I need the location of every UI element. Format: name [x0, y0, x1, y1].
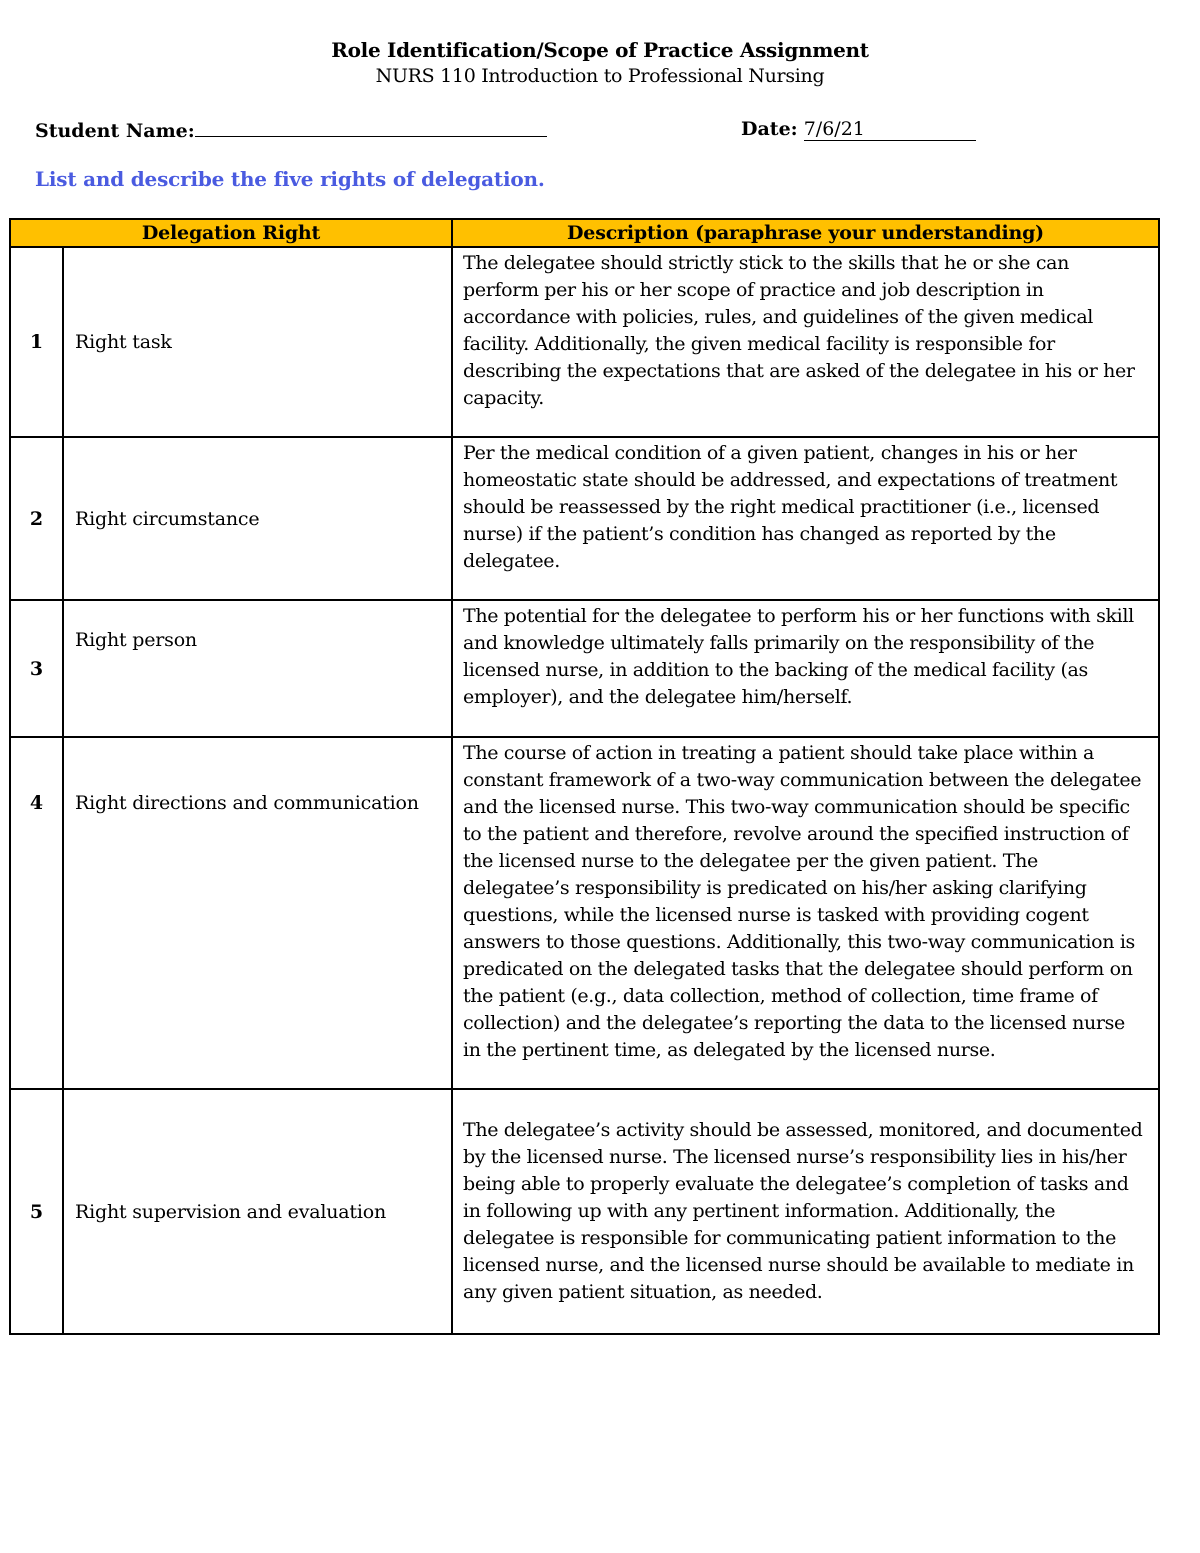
- instruction-text: List and describe the five rights of delegation.: [35, 167, 545, 191]
- student-name-label: Student Name:: [35, 120, 195, 142]
- table-row: [10, 247, 1159, 437]
- course-subtitle: NURS 110 Introduction to Professional Nursing: [375, 65, 825, 87]
- delegation-right-name: Right directions and communication: [63, 737, 452, 1089]
- table-row: [10, 600, 1159, 737]
- delegation-right-name: Right task: [63, 247, 452, 437]
- document-title: Role Identification/Scope of Practice Assignment: [331, 38, 869, 62]
- delegation-rights-table: [9, 218, 1160, 1335]
- delegation-right-description: The course of action in treating a patient should take place within a constant framework of a two-way communication between the delegatee and the licensed nurse. This two-way communication should be specific to the patient and therefore, revolve around the specified instruction of the licensed nurse to the delegatee per the given patient. The delegatee’s responsibility is predicated on his/her asking clarifying questions, while the licensed nurse is tasked with providing cogent answers to those questions. Additionally, this two-way communication is predicated on the delegated tasks that the delegatee should perform on the patient (e.g., data collection, method of collection, time frame of collection) and the delegatee’s reporting the data to the licensed nurse in the pertinent time, as delegated by the licensed nurse.: [452, 737, 1159, 1089]
- delegation-right-description: The delegatee should strictly stick to the skills that he or she can perform per his or her scope of practice and job description in accordance with policies, rules, and guidelines of the given medical facility. Additionally, the given medical facility is responsible for describing the expectations that are asked of the delegatee in his or her capacity.: [452, 247, 1159, 437]
- delegation-right-description: Per the medical condition of a given patient, changes in his or her homeostatic state should be addressed, and expectations of treatment should be reassessed by the right medical practitioner (i.e., licensed nurse) if the patient’s condition has changed as reported by the delegatee.: [452, 437, 1159, 600]
- table-row: [10, 437, 1159, 600]
- delegation-right-name: Right person: [63, 600, 452, 737]
- table-header-row: [10, 219, 1159, 247]
- table-row: [10, 1089, 1159, 1334]
- delegation-right-name: Right circumstance: [63, 437, 452, 600]
- table-row: [10, 737, 1159, 1089]
- header-delegation-right: Delegation Right: [10, 219, 452, 247]
- delegation-right-description: The potential for the delegatee to perform his or her functions with skill and knowledge ultimately falls primarily on the responsibility of the licensed nurse, in addition to the backing of the medical facility (as employer), and the delegatee him/herself.: [452, 600, 1159, 737]
- student-name-field: [35, 118, 547, 142]
- delegation-right-description: The delegatee’s activity should be assessed, monitored, and documented by the licensed nurse. The licensed nurse’s responsibility lies in his/her being able to properly evaluate the delegatee’s completion of tasks and in following up with any pertinent information. Additionally, the delegatee is responsible for communicating patient information to the licensed nurse, and the licensed nurse should be available to mediate in any given patient situation, as needed.: [452, 1089, 1159, 1334]
- row-number: 4: [10, 737, 63, 1089]
- delegation-right-name: Right supervision and evaluation: [63, 1089, 452, 1334]
- row-number: 5: [10, 1089, 63, 1334]
- row-number: 1: [10, 247, 63, 437]
- student-name-blank[interactable]: [195, 118, 547, 137]
- date-label: Date:: [741, 118, 798, 140]
- row-number: 2: [10, 437, 63, 600]
- header-description: Description (paraphrase your understanding): [452, 219, 1159, 247]
- date-value[interactable]: 7/6/21: [804, 118, 976, 141]
- row-number: 3: [10, 600, 63, 737]
- date-field: [741, 118, 976, 141]
